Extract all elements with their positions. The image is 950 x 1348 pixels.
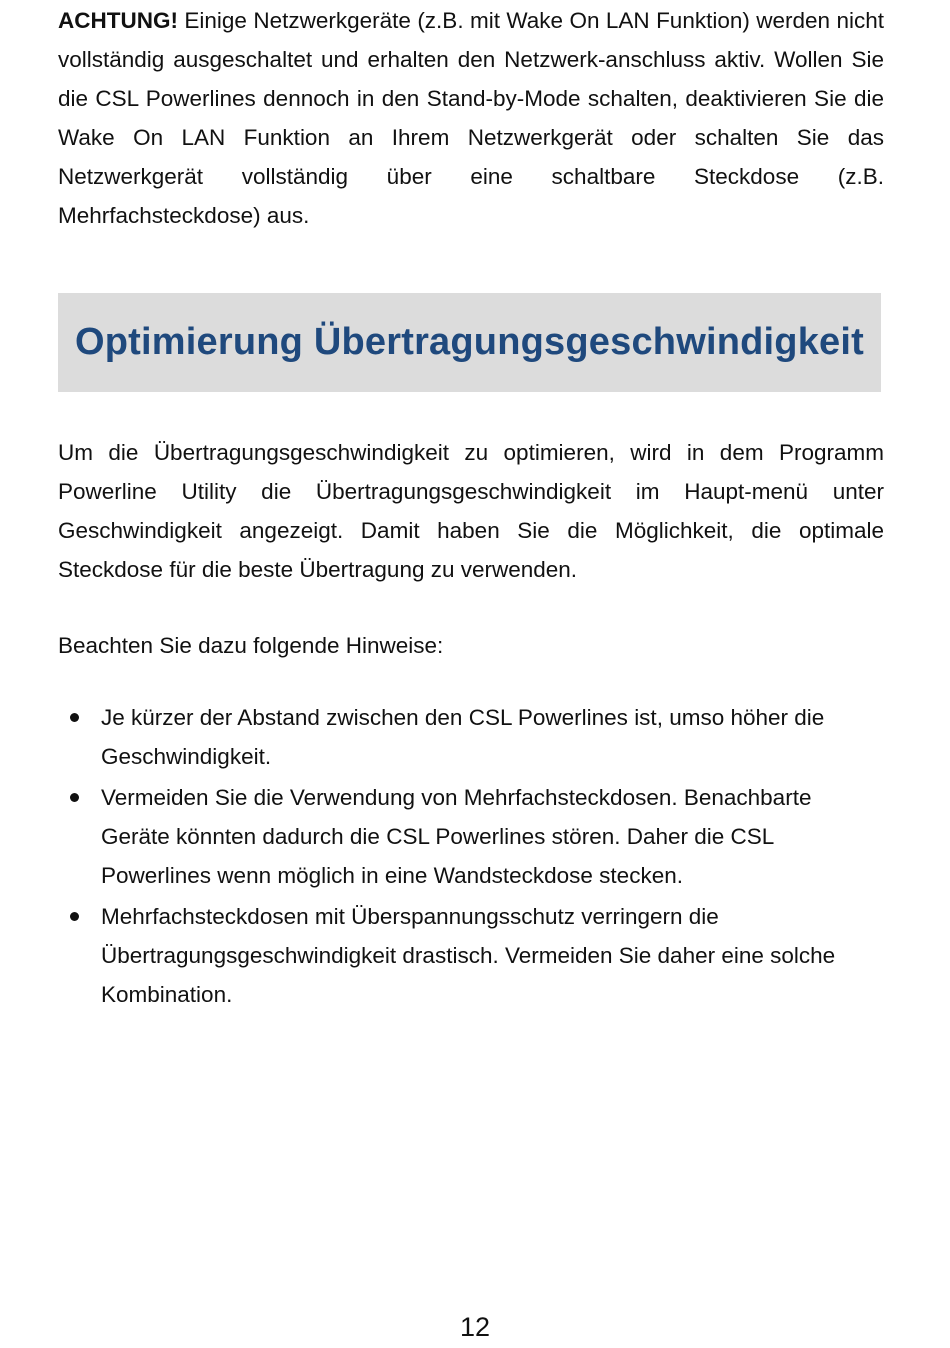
page-number: 12 — [459, 1312, 491, 1342]
section-heading-band — [58, 293, 881, 392]
list-item — [58, 778, 884, 895]
warning-paragraph — [58, 1, 884, 235]
hint-text: Mehrfachsteckdosen mit Überspannungsschutz verringern die Übertragungsgeschwindigkeit drastisch. Vermeiden Sie daher eine solche Kombination. — [101, 904, 836, 1007]
warning-block — [58, 0, 884, 235]
intro-block — [58, 433, 884, 589]
hints-lead: Beachten Sie dazu folgende Hinweise: — [58, 633, 444, 658]
section-title: Optimierung Übertragungsgeschwindigkeit — [75, 321, 864, 363]
bullet-icon — [70, 912, 79, 921]
intro-paragraph: Um die Übertragungsgeschwindigkeit zu optimieren, wird in dem Programm Powerline Utility die Übertragungsgeschwindigkeit im Haupt-menü unter Geschwindigkeit angezeigt. Damit haben Sie die Möglichkeit, die optimale Steckdose für die beste Übertragung zu verwenden. — [58, 440, 884, 582]
hints-list — [58, 698, 884, 1016]
warning-text: Einige Netzwerkgeräte (z.B. mit Wake On LAN Funktion) werden nicht vollständig ausgeschaltet und erhalten den Netzwerk-anschluss aktiv. Wollen Sie die CSL Powerlines dennoch in den Stand-by-Mode schalten, deaktivieren Sie die Wake On LAN Funktion an Ihrem Netzwerkgerät oder schalten Sie das Netzwerkgerät vollständig über eine schaltbare Steckdose (z.B. Mehrfachsteckdose) aus. — [58, 8, 884, 228]
hint-text: Je kürzer der Abstand zwischen den CSL Powerlines ist, umso höher die Geschwindigkeit. — [101, 705, 825, 769]
list-item — [58, 698, 884, 776]
list-item — [58, 897, 884, 1014]
hint-text: Vermeiden Sie die Verwendung von Mehrfachsteckdosen. Benachbarte Geräte könnten dadurch die CSL Powerlines stören. Daher die CSL Powerlines wenn möglich in eine Wandsteckdose stecken. — [101, 785, 812, 888]
bullet-icon — [70, 713, 79, 722]
bullet-icon — [70, 793, 79, 802]
warning-label: ACHTUNG! — [58, 8, 178, 33]
